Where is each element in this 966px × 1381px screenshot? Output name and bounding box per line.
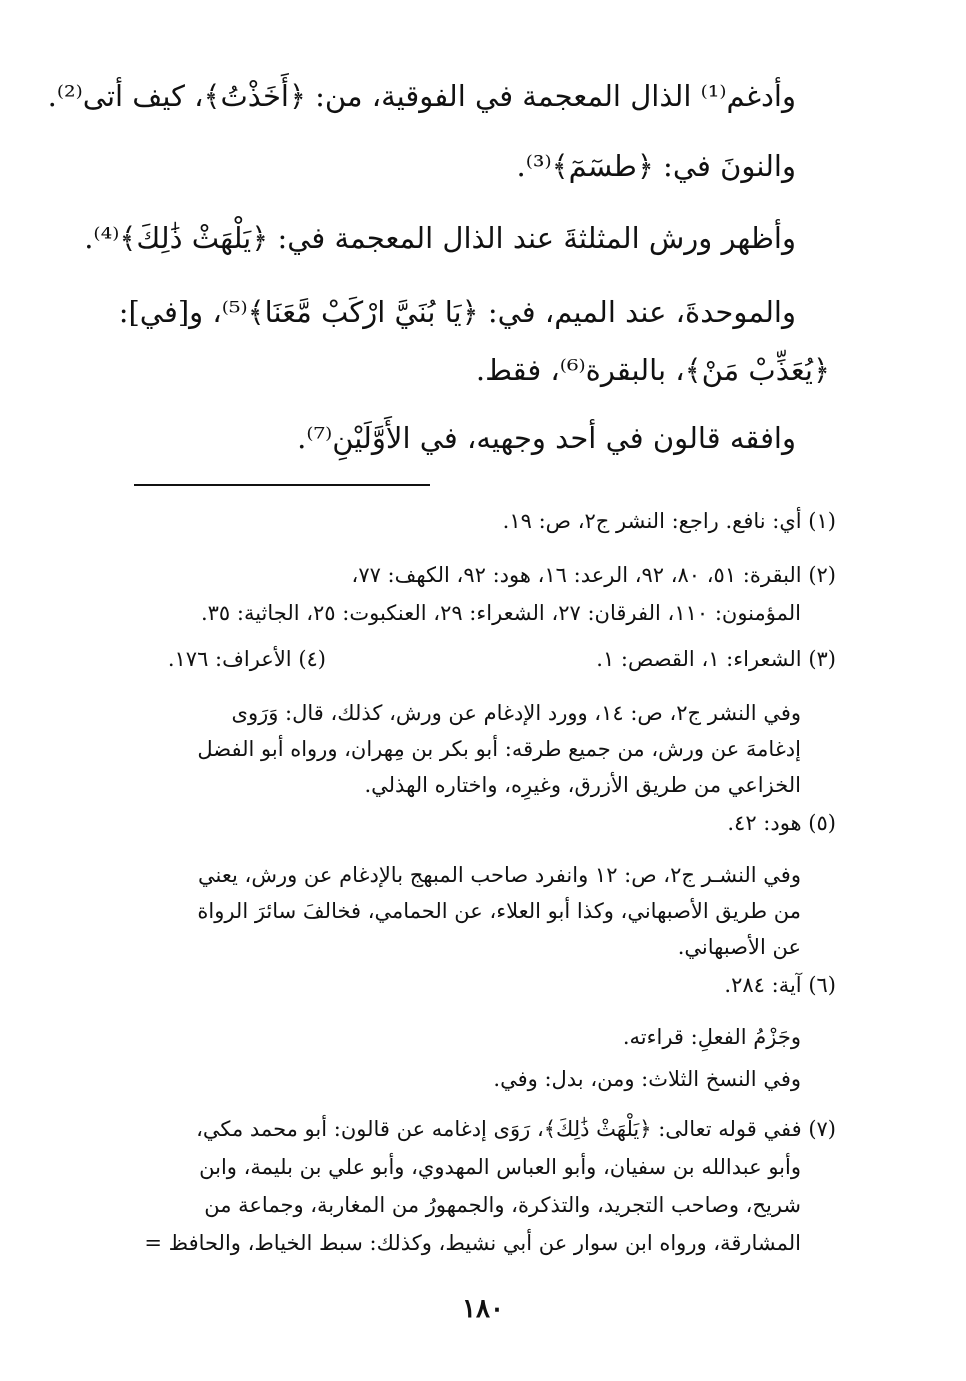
footnote-3-note-line-1: وفي النشر ج٢، ص: ١٤، وورد الإدغام عن ورش، كذلك، قال: وَرَوى <box>231 701 801 725</box>
main-text-line-2: والنونَ في: ﴿طسٓمٓ﴾⁽³⁾. <box>516 149 796 183</box>
footnote-7-line-2: وأبو عبدالله بن سفيان، وأبو العباس المهدوي، وأبو علي بن بليمة، وابن <box>199 1155 801 1179</box>
footnote-6-note-line-1: وجَزْمُ الفعلِ: قراءته. <box>622 1025 801 1049</box>
footnote-2-line-2: المؤمنون: ١١٠، الفرقان: ٢٧، الشعراء: ٢٩، العنكبوت: ٢٥، الجاثية: ٣٥. <box>200 601 801 625</box>
footnote-7-line-4: المشارقة، ورواه ابن سوار عن أبي نشيط، وكذلك: سبط الخياط، والحافظ = <box>144 1231 801 1255</box>
footnote-3-note-line-3: الخزاعي من طريق الأزرق، وغيرِه، واختاره الهذلي. <box>364 773 801 797</box>
footnote-6: (٦) آية: ٢٨٤. <box>724 973 836 997</box>
footnote-5-note-line-1: وفي النشـر ج٢، ص: ١٢ وانفرد صاحب المبهج بالإدغام عن ورش، يعني <box>198 863 801 887</box>
main-text-line-3: وأظهر ورش المثلثةَ عند الذال المعجمة في: ﴿يَلْهَثْ ذَٰلِكَ﴾⁽⁴⁾. <box>84 221 796 255</box>
main-text-line-6: وافقه قالون في أحد وجهيه، في الأَوَّلَيْنِ⁽⁷⁾. <box>297 421 796 455</box>
footnote-7-line-3: شريح، وصاحب التجريد، والتذكرة، والجمهورُ من المغاربة، وجماعة من <box>204 1193 801 1217</box>
page-number: ١٨٠ <box>462 1294 504 1324</box>
main-text-line-5: ﴿يُعَذِّبْ مَنْ﴾، بالبقرة⁽⁶⁾، فقط. <box>475 353 830 387</box>
footnote-7-line-1: (٧) ففي قوله تعالى: ﴿يَلْهَثْ ذَٰلِكَ﴾، رَوَى إدغامه عن قالون: أبو محمد مكي، <box>196 1117 836 1141</box>
footnote-3-note-line-2: إدغامهَ عن ورش، من جميع طرقه: أبو بكر بن مِهران، ورواه أبو الفضل <box>197 737 801 761</box>
footnote-2-line-1: (٢) البقرة: ٥١، ٨٠، ٩٢، الرعد: ١٦، هود: ٩٢، الكهف: ٧٧، <box>351 563 836 587</box>
footnote-5-note-line-2: من طريق الأصبهاني، وكذا أبو العلاء، عن الحمامي، فخالفَ سائرَ الرواة <box>197 899 801 923</box>
footnote-6-note-line-2: وفي النسخ الثلاث: ومن، بدل: وفي. <box>493 1067 801 1091</box>
footnote-4: (٤) الأعراف: ١٧٦. <box>167 647 326 671</box>
footnote-1: (١) أي: نافع. راجع: النشر ج٢، ص: ١٩. <box>502 509 836 533</box>
main-text-line-4: والموحدةَ، عند الميم، في: ﴿يَا بُنَيَّ ارْكَبْ مَّعَنَا﴾⁽⁵⁾، و[في]: <box>118 295 796 329</box>
footnote-5-note-line-3: عن الأصبهاني. <box>677 935 801 959</box>
main-text-line-1: وأدغم⁽¹⁾ الذال المعجمة في الفوقية، من: ﴿أَخَذْتُ﴾، كيف أتى⁽²⁾. <box>47 79 796 113</box>
footnote-5: (٥) هود: ٤٢. <box>727 811 836 835</box>
footnote-divider <box>134 484 430 486</box>
footnote-3: (٣) الشعراء: ١، القصص: ١. <box>596 647 836 671</box>
